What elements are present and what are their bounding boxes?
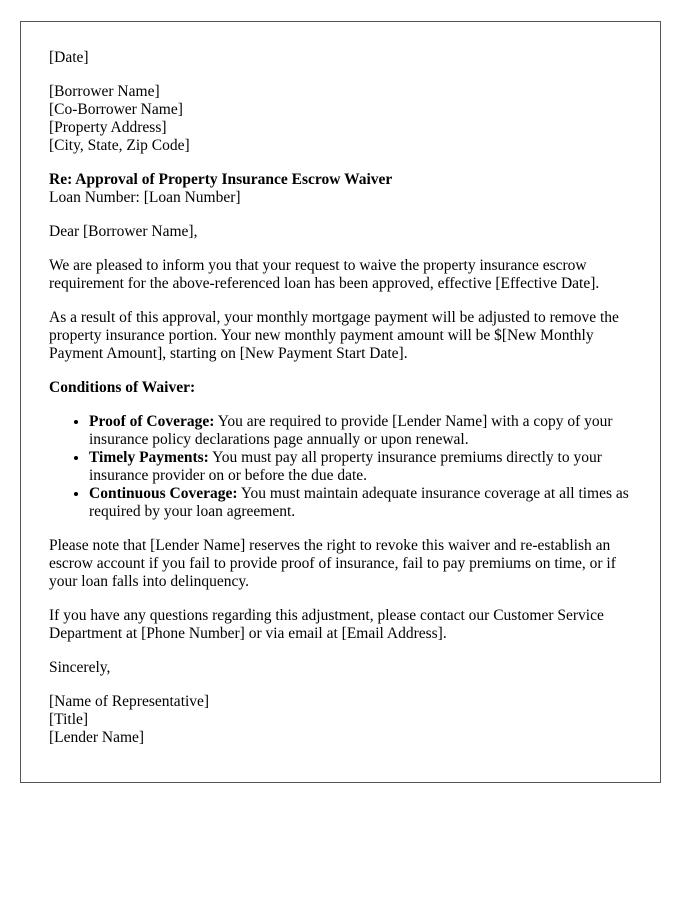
letter-page [20,21,661,783]
condition-text: You must maintain adequate insurance coverage at all times as required by your loan agreement. [89,485,629,520]
subject-line: Re: Approval of Property Insurance Escrow Waiver [49,171,393,188]
condition-term: Continuous Coverage: [89,485,238,502]
subject-block [49,171,632,207]
representative-name: [Name of Representative] [49,693,210,710]
revocation-paragraph: Please note that [Lender Name] reserves the right to revoke this waiver and re-establish an escrow account if you fail to provide proof of insurance, fail to pay premiums on time, or if your loan falls into delinquency. [49,537,616,590]
closing: Sincerely, [49,659,111,676]
condition-term: Proof of Coverage: [89,413,215,430]
condition-item-timely-payments [89,449,632,485]
contact-paragraph: If you have any questions regarding this adjustment, please contact our Customer Service Department at [Phone Number] or via email at [Email Address]. [49,607,604,642]
condition-term: Timely Payments: [89,449,209,466]
representative-title: [Title] [49,711,89,728]
loan-number: Loan Number: [Loan Number] [49,189,241,206]
conditions-list [49,413,632,521]
condition-text: You are required to provide [Lender Name] with a copy of your insurance policy declarations page annually or upon renewal. [89,413,613,448]
city-state-zip: [City, State, Zip Code] [49,137,190,154]
payment-adjustment-paragraph: As a result of this approval, your monthly mortgage payment will be adjusted to remove the property insurance portion. Your new monthly payment amount will be $[New Monthly Payment Amount], starting on [New Payment Start Date]. [49,309,619,362]
condition-item-proof-of-coverage [89,413,632,449]
lender-name: [Lender Name] [49,729,145,746]
signature-block [49,693,632,747]
property-address: [Property Address] [49,119,167,136]
salutation: Dear [Borrower Name], [49,223,198,240]
condition-text: You must pay all property insurance premiums directly to your insurance provider on or before the due date. [89,449,602,484]
condition-item-continuous-coverage [89,485,632,521]
recipient-address-block [49,83,632,155]
conditions-heading: Conditions of Waiver: [49,379,196,396]
letter-date: [Date] [49,49,89,66]
co-borrower-name: [Co-Borrower Name] [49,101,183,118]
approval-paragraph: We are pleased to inform you that your request to waive the property insurance escrow requirement for the above-referenced loan has been approved, effective [Effective Date]. [49,257,600,292]
borrower-name: [Borrower Name] [49,83,160,100]
